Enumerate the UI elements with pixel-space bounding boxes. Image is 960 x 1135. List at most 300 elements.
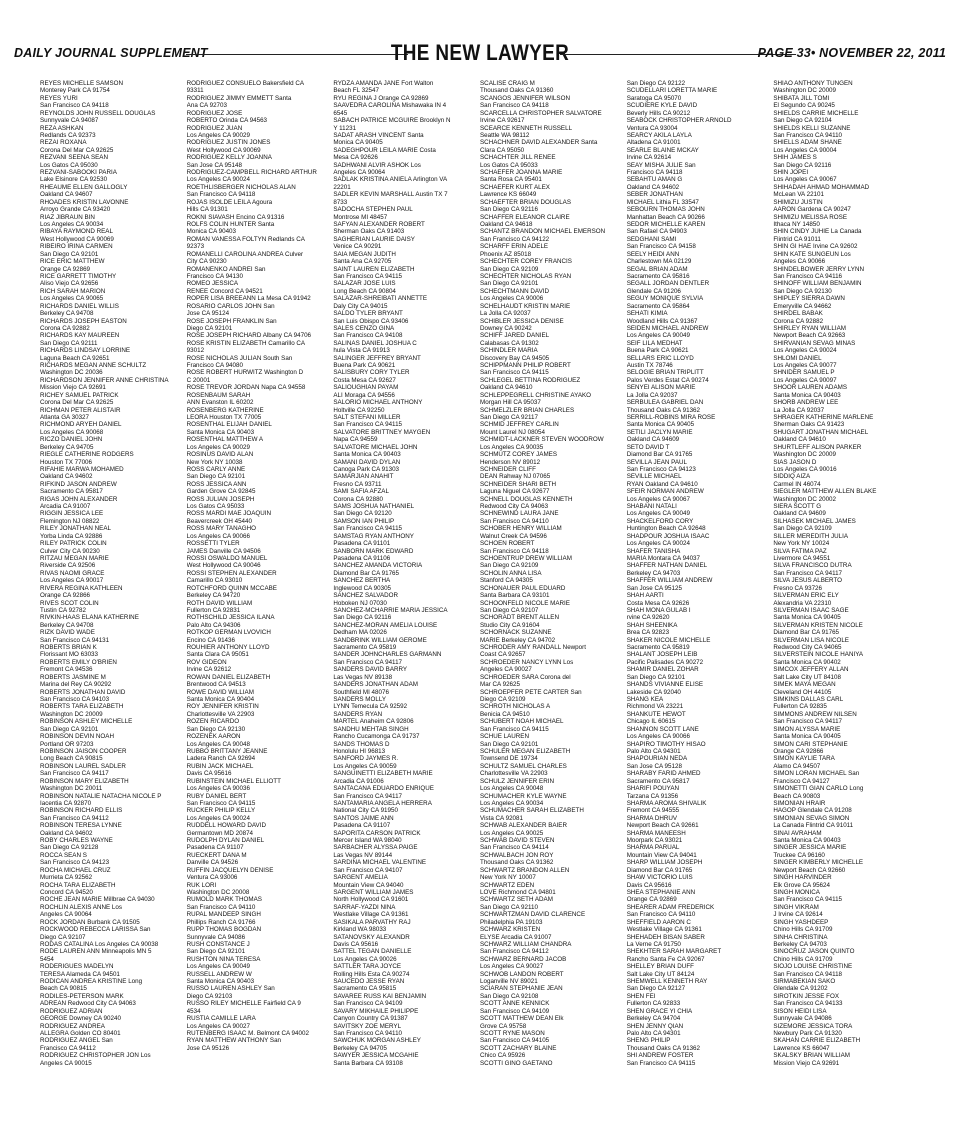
listing-line: SHARMA PARUAL: [626, 844, 680, 852]
listing-line: ROBINSON TERESA LYNNE: [40, 822, 122, 830]
listing-line: Atlanta GA 30327: [40, 413, 89, 421]
listing-line: SCHORNACK SUZANNE: [480, 629, 552, 637]
listing-line: Salt Lake City UT 84124: [626, 970, 695, 978]
listing-line: SAWCHUK MORGAN ASHLEY: [333, 1037, 421, 1045]
listing-line: Orange CA 92869: [40, 265, 91, 273]
listing-line: SHANKUTE HEWOT: [626, 710, 686, 718]
listing-line: Corona CA 92882: [40, 324, 90, 332]
listing-line: Sunnyvale CA 94086: [773, 1015, 832, 1023]
listing-line: SHANG KEA: [626, 696, 664, 704]
listing-line: SAFYAN ALEXANDER ROBERT: [333, 221, 425, 229]
listing-line: SEDOR MICHELLE KAREN: [626, 221, 706, 229]
listing-line: Thousand Oaks CA 91362: [480, 859, 554, 867]
listing-line: Diego CA 92101: [186, 324, 233, 332]
listing-line: SCHAEFER KURT ALEX: [480, 183, 550, 191]
listing-line: RYAN Oakland CA 94610: [626, 480, 698, 488]
listing-line: SHRAGER KATHERINE MARLENE: [773, 413, 874, 421]
listing-line: SHALANT JOSEPH LEIB: [626, 651, 698, 659]
listing-line: RODAS CATALINA Los Angeles CA 90038: [40, 940, 159, 948]
listing-line: SCHMID JEFFREY CARLIN: [480, 421, 559, 429]
listing-line: ROBINSON ASHLEY MICHELLE: [40, 718, 133, 726]
listing-line: Los Angeles CA 90066: [626, 733, 690, 741]
listing-line: Daly City CA 94015: [333, 302, 388, 310]
listing-line: SARGENT WILLIAM JAMES: [333, 888, 414, 896]
listing-column-2: [187, 80, 334, 1120]
listing-line: SINGER KIMBERLY MICHELLE: [773, 859, 864, 867]
listing-line: Davis CA 95616: [333, 940, 379, 948]
listing-line: SCHWARTZMAN DAVID CLARENCE: [480, 911, 586, 919]
listing-line: SCHNEIDER CLIFF: [480, 465, 536, 473]
listing-line: La Canada Flintrid CA 91011: [773, 822, 854, 830]
listing-line: SHEFFIELD AARON C: [626, 918, 691, 926]
listing-line: SINAI AVRAHAM: [773, 829, 822, 837]
listing-line: 93012: [186, 347, 205, 355]
listing-line: ROZENEK AARON: [186, 733, 241, 741]
listing-line: SCHAEFER JOANNA MARIE: [480, 169, 563, 177]
listing-line: RICHARDS JOSEPH EASTON: [40, 317, 127, 325]
listing-line: SINGH HARVINDER: [773, 874, 832, 882]
listing-line: San Diego CA 92116: [480, 206, 538, 214]
page-number-date: PAGE 33• NOVEMBER 22, 2011: [757, 46, 946, 60]
listing-line: SISON HEIDI LISA: [773, 1007, 827, 1015]
listing-line: Oakland CA 94618: [480, 221, 533, 229]
listing-line: ROSSI STEPHEN ALEXANDER: [186, 569, 277, 577]
listing-line: SALINGER JEFFREY BRYANT: [333, 354, 421, 362]
listing-line: RIBAYA RAYMOND REAL: [40, 228, 113, 236]
listing-line: Florissant MO 63033: [40, 651, 99, 659]
listing-line: SALORIO MICHAEL ANTHONY: [333, 399, 423, 407]
listing-line: RODRIGUEZ JIMMY EMMETT Santa: [186, 94, 292, 102]
listing-line: ROSS JULIAN JOSEPH: [186, 495, 255, 503]
listing-line: Long Beach CA 90815: [40, 755, 103, 763]
listing-line: SILVERMAN KRISTEN NICOLE: [773, 621, 863, 629]
listing-line: Saratoga CA 95070: [626, 94, 682, 102]
listing-line: SEDGHANI SAMI: [626, 235, 677, 243]
listing-line: SCHINDLER MARIA: [480, 347, 538, 355]
listing-line: ROSS MARDI MAE JOAQUIN: [186, 510, 272, 518]
listing-line: SELOGIE BRIAN TRIPLITT: [626, 369, 704, 377]
listing-line: SHEA STEPHANIE ANN: [626, 888, 696, 896]
listing-line: RIVAS NAOMI GRACE: [40, 569, 105, 577]
listing-line: Las Vegas NV 89138: [333, 673, 393, 681]
listing-line: RHOADES KRISTIN LAVONNE: [40, 198, 129, 206]
listing-line: RUDDELL HOWARD DAVID: [186, 822, 266, 830]
listing-line: San Francisco CA 94158: [626, 243, 696, 251]
listing-line: RICE ERIC MATTHEW: [40, 258, 105, 266]
listing-line: Washington DC 20009: [40, 710, 103, 718]
listing-line: SCUDELLARI LORETTA MARIE: [626, 87, 718, 95]
listing-line: SHAFFER WILLIAM ANDREW: [626, 577, 713, 585]
listing-line: Napa CA 94559: [333, 436, 378, 444]
listing-line: Oakland CA 94602: [40, 829, 93, 837]
listing-line: SEARCY AKILA LAYLA: [626, 131, 692, 139]
listing-line: SETILI JACLYN MARIE: [626, 428, 693, 436]
listing-line: J Irvine CA 92614: [773, 911, 823, 919]
listing-line: SHAFFER NATHAN DANIEL: [626, 562, 708, 570]
listing-line: SCHWAB DAVID STEVEN: [480, 837, 555, 845]
listing-line: Townsend DE 19734: [480, 755, 538, 763]
listing-line: Livermore CA 94551: [773, 555, 831, 562]
listing-line: SCHWARZ WILLIAM CHANDRA: [480, 940, 572, 948]
listing-line: ROETHLISBERGER NICHOLAS ALAN: [186, 183, 296, 191]
listing-line: SALDO TYLER BRYANT: [333, 310, 403, 318]
listing-line: RODERIGUES MADELYN: [40, 963, 114, 971]
listing-line: Thousand Oaks CA 91362: [626, 406, 700, 414]
listing-line: Santa Monica CA 90402: [773, 658, 841, 666]
listing-line: New York NY 10007: [480, 874, 536, 882]
listing-line: SIMEK MAYA MEGAN: [773, 681, 836, 689]
listing-line: Monterey Park CA 91754: [40, 87, 110, 95]
listing-line: Pasadena CA 91101: [333, 540, 391, 548]
listing-line: RIFKIND JASON ANDREW: [40, 480, 117, 488]
listing-line: Los Gatos CA 95033: [186, 503, 245, 511]
listing-line: SHIRVANIAN SEVAG MINAS: [773, 339, 856, 347]
listing-line: Mercer Island WA 98040: [333, 837, 402, 845]
listing-line: SANDHU MEHTAB SINGH: [333, 725, 409, 733]
listing-line: RUCKER PHILIP KELLY: [186, 807, 256, 815]
listing-line: RIVKIN-HAAS ELANA KATHERINE: [40, 614, 139, 622]
listing-line: JAMES Danville CA 94506: [186, 547, 261, 555]
listing-line: REZVANI SEENA SEAN: [40, 154, 108, 162]
listing-line: San Francisco CA 94115: [480, 725, 549, 733]
listing-line: REZAI ROXANA: [40, 139, 87, 147]
listing-line: Redlands CA 92373: [40, 131, 96, 139]
listing-column-1: [40, 80, 187, 1120]
listing-line: Irvine CA 92617: [480, 117, 525, 125]
listing-line: Los Angeles CA 90034: [480, 799, 544, 807]
listing-line: San Jose CA 95128: [626, 762, 682, 770]
listing-line: SCHMIDT-LACKNER STEVEN WOODROW: [480, 436, 604, 444]
listing-line: Murrieta CA 92562: [40, 874, 93, 882]
listing-line: Palo Alto CA 94301: [626, 747, 681, 755]
listing-line: SILVA FATIMA PAZ: [773, 547, 827, 555]
listing-line: SHIRLEY RYAN WILLIAM: [773, 324, 846, 332]
listing-line: El Segundo CA 90245: [773, 102, 835, 110]
listing-line: SHAPOURIAN NEDA: [626, 755, 688, 763]
listing-line: Santa Monica CA 90403: [333, 451, 401, 459]
listing-line: RICHARDS MEGAN ANNE SCHULTZ: [40, 362, 147, 370]
listing-line: RILEY JONATHAN NEAL: [40, 525, 111, 533]
listing-line: ROWAN DANIEL ELIZABETH: [186, 673, 271, 681]
listing-line: SAPORITA CARSON PATRICK: [333, 829, 421, 837]
listing-line: North Hollywood CA 91601: [333, 896, 409, 904]
listing-line: SILVA FRANCISCO DUTRA: [773, 562, 852, 570]
listing-line: RIBEIRO IRINA CARMEN: [40, 243, 113, 251]
listing-line: San Diego CA 92117: [480, 413, 538, 421]
listing-line: San Francisco CA 94115: [186, 799, 256, 807]
listing-line: SCHROEPFER PETE CARTER San: [480, 688, 582, 696]
listing-line: GEORGE Downey CA 90240: [40, 1015, 121, 1023]
listing-line: Houston TX 77006: [40, 458, 93, 466]
listing-line: Chino Hills CA 91709: [773, 955, 833, 963]
listing-line: HAGOP Glendale CA 91208: [773, 807, 852, 815]
listing-line: ROSE KRISTIN ELIZABETH Camarillo CA: [186, 339, 306, 347]
listing-line: SHIELLS ADAM SHANE: [773, 139, 842, 147]
listing-line: SINGER JESSICA MARIE: [773, 844, 847, 852]
listing-line: RICHMAN PETER ALISTAIR: [40, 406, 121, 414]
listing-line: San Diego CA 92116: [333, 614, 392, 622]
listing-line: SIMONIAN HRAIR: [773, 799, 826, 807]
listing-line: SKAHAN CARRIE ELIZABETH: [773, 1037, 861, 1045]
listing-line: ROTH DAVID WILLIAM: [186, 599, 253, 607]
listing-line: SALISBURY CORY TYLER: [333, 369, 410, 377]
listing-line: Francisco CA 94130: [186, 272, 243, 280]
listing-line: Arcadia CA 91007: [40, 503, 91, 511]
listing-line: Los Angeles CA 90029: [186, 131, 250, 139]
listing-line: RICHEY SAMUEL PATRICK: [40, 391, 119, 399]
listing-line: ROSE TREVOR JORDAN Napa CA 94558: [186, 384, 306, 392]
listing-line: Sacramento CA 95816: [626, 272, 690, 280]
listing-line: Santa Monica CA 90403: [186, 978, 255, 986]
listing-line: Encino CA 91436: [186, 636, 235, 644]
listing-line: ROMEO JESSICA: [186, 280, 239, 288]
listing-line: RUDOLPH DYLAN DANIEL: [186, 837, 265, 845]
listing-line: Monica CA 90403: [186, 228, 237, 236]
listing-line: C 20001: [186, 376, 211, 384]
listing-line: Santa Ana CA 92705: [333, 258, 392, 266]
listing-line: San Francisco CA 94117: [40, 770, 109, 778]
listing-line: Los Angeles CA 90067: [626, 495, 690, 503]
listing-line: Philadelphia PA 19103: [480, 918, 543, 926]
listing-line: Palo Alto CA 94301: [626, 1030, 681, 1037]
listing-line: ALLEGRA Golden CO 80401: [40, 1030, 121, 1037]
listing-line: San Francisco CA 94107: [333, 866, 403, 874]
listing-line: San Diego CA 92101: [186, 473, 246, 481]
listing-line: 8733: [333, 198, 348, 206]
listing-line: Clara CA 95050: [480, 146, 525, 154]
listing-line: Jose CA 95126: [186, 1044, 230, 1052]
listing-line: Francisco CA 94112: [40, 1044, 96, 1052]
listing-line: Los Angeles CA 90025: [480, 829, 544, 837]
listing-line: SIMON CARI STEPHANIE: [773, 740, 848, 748]
listing-line: Truckee CA 96160: [773, 851, 825, 859]
listing-line: RICHARDS KAY MAUREEN: [40, 332, 120, 340]
listing-line: Southfield MI 48076: [333, 688, 389, 696]
listing-line: San Francisco CA 94123: [626, 465, 696, 473]
listing-line: SHAH AARTI: [626, 592, 664, 600]
listing-line: Oakland CA 94609: [773, 510, 826, 518]
listing-line: Berkeley CA 94705: [333, 1044, 387, 1052]
listing-line: Francisco CA 94118: [626, 169, 683, 177]
listing-line: West Hollywood CA 90046: [186, 562, 261, 570]
listing-line: Altadena CA 91001: [626, 139, 681, 147]
listing-line: SIMON KAYLIE TARA: [773, 755, 835, 763]
listing-line: ROSS JESSICA ANN: [186, 480, 247, 488]
listing-line: RUECKERT DANA M: [186, 851, 247, 859]
listing-line: SHELLEY BRIAN DUFF: [626, 963, 694, 971]
listing-line: RUSSO RILEY MICHELLE Fairfield CA 9: [186, 1000, 301, 1008]
listing-line: Los Angeles CA 90035: [480, 443, 544, 451]
listing-line: SARDIÑA MICHAEL VALENTINE: [333, 859, 427, 867]
listing-line: SCANGOS JENNIFER WILSON: [480, 94, 570, 102]
listing-line: REZVANI-SABOOKI PARIA: [40, 169, 117, 177]
listing-line: ROBINSON MARY ELIZABETH: [40, 777, 129, 785]
listing-line: RICHMOND ARYEH DANIEL: [40, 421, 122, 429]
listing-line: Newport Beach CA 92661: [626, 822, 699, 830]
listing-line: Oakland CA 94609: [626, 436, 680, 444]
listing-line: SCOTT MATTHEW DEAN Elk: [480, 1015, 564, 1023]
listing-line: SANDERS DAVID BARRY: [333, 666, 408, 674]
listing-line: SIMKINS DALLAS CARL: [773, 696, 844, 704]
listing-line: Honolulu HI 96813: [333, 747, 386, 755]
listing-line: TERESA Alameda CA 94501: [40, 970, 120, 978]
listing-line: RENEE Concord CA 94521: [186, 287, 263, 295]
listing-line: Diego CA 92103: [186, 992, 233, 1000]
listing-line: Benicia CA 94510: [480, 710, 530, 718]
listing-line: SALINAS DANIEL JOSHUA C: [333, 339, 417, 347]
listing-line: SHEN FEI: [626, 992, 656, 1000]
listing-line: rvine CA 92620: [626, 614, 670, 622]
listing-line: SHLOMI DANIEL: [773, 354, 822, 362]
listing-line: 6545: [333, 109, 348, 117]
listing-line: SHURTLEFF ALISON PARKER: [773, 443, 862, 451]
listing-line: SCHELHAUDT KRISTIN MARIE: [480, 302, 571, 310]
listing-line: Los Angeles CA 90029: [186, 443, 250, 451]
listing-line: RUPP THOMAS BOGDAN: [186, 926, 262, 934]
listing-line: San Francisco CA 94103: [40, 696, 110, 704]
listing-line: Riverside CA 92506: [40, 562, 96, 570]
listing-line: SIERA SCOTT G: [773, 503, 822, 511]
listing-line: ROMAN VANESSA FOLTYN Redlands CA: [186, 235, 305, 243]
listing-line: SARRAF-YAZDI NINA: [333, 903, 396, 911]
listing-line: San Francisco CA 94118: [40, 102, 109, 110]
listing-line: SCHLEGEL BETTINA RODRIGUEZ: [480, 376, 581, 384]
listing-line: ROCK JORDAN Burbank CA 91505: [40, 918, 140, 926]
listing-line: ROMANELLI CAROLINA ANDREA Culver: [186, 250, 304, 258]
listing-line: San Diego CA 92128: [40, 844, 99, 852]
listing-line: San Diego CA 92130: [773, 287, 832, 295]
listing-line: SCHWOB LANDON ROBERT: [480, 970, 564, 978]
listing-line: SHAMIR DANIEL ZOHAR: [626, 666, 699, 674]
listing-line: SCHIPPMANN PHILIP ROBERT: [480, 362, 571, 370]
listing-line: SANTACANA EDUARDO ENRIQUE: [333, 785, 434, 793]
listing-line: Sherman Oaks CA 91403: [333, 228, 405, 236]
listing-line: ROWE DAVID WILLIAM: [186, 688, 254, 696]
listing-line: SHAKER NICOLE MICHELLE: [626, 636, 711, 644]
listing-line: Sacramento CA 95864: [626, 302, 690, 310]
listing-line: SHARABY FARID AHMED: [626, 770, 701, 778]
listing-line: SCALISE CRAIG M: [480, 80, 535, 87]
listing-line: SALES CENZO GINA: [333, 324, 395, 332]
listing-line: SEBER JONATHAN: [626, 191, 683, 199]
listing-line: Washington DC 20008: [186, 888, 250, 896]
listing-line: SIZEMORE JESSICA TORA: [773, 1022, 853, 1030]
listing-line: SILVERMAN ISAAC SAGE: [773, 606, 849, 614]
listing-line: ROBINSON LAUREL SADLER: [40, 762, 126, 770]
listing-line: San Francisco CA 94110: [480, 517, 549, 525]
listing-line: SCOTT ANNE KENNICK: [480, 1000, 550, 1008]
listing-line: Studio City CA 91604: [480, 621, 540, 629]
listing-line: ROSENBAUM SARAH: [186, 391, 251, 399]
listing-line: Stanford CA 94305: [480, 577, 533, 585]
listing-line: SANDS THOMAS D: [333, 740, 390, 748]
listing-line: SCHUBERT NOAH MICHAEL: [480, 718, 564, 726]
listing-line: Santa Monica CA 90405: [626, 421, 695, 429]
listing-line: RIEGLE CATHERINE RODGERS: [40, 451, 134, 459]
listing-line: SHUGART JONATHAN MICHAEL: [773, 428, 869, 436]
listing-line: San Francisco CA 94110: [626, 911, 696, 919]
listing-line: RUBINSTEIN MICHAEL ELLIOTT: [186, 777, 281, 785]
listing-line: Pasadena CA 91107: [186, 844, 244, 852]
listing-line: MARTEL Anaheim CA 92806: [333, 718, 414, 726]
listing-line: ROBINSON JAISON COOPER: [40, 747, 127, 755]
listing-line: SEIDEN MICHAEL ANDREW: [626, 324, 709, 332]
listing-line: ROBERTS EMILY O'BRIEN: [40, 658, 117, 666]
listing-line: Sacramento CA 95819: [333, 644, 397, 652]
listing-line: Los Angeles CA 90006: [480, 295, 544, 303]
listing-line: RODRIGUEZ ADRIAN: [40, 1007, 103, 1015]
listing-line: Flemington NJ 08822: [40, 517, 100, 525]
listing-line: Westlake Village CA 91361: [626, 926, 702, 934]
listing-line: Canyon Country CA 91387: [333, 1015, 408, 1023]
listing-line: San Francisco CA 94133: [773, 1000, 843, 1008]
listing-line: RICH SARAH MARION: [40, 287, 106, 295]
listing-line: Morgan Hill CA 95037: [480, 399, 541, 407]
listing-line: San Francisco CA 94117: [333, 658, 403, 666]
listing-line: Elk Grove CA 95624: [773, 881, 830, 889]
listing-line: REYNOLDS JOHN RUSSELL DOUGLAS: [40, 109, 156, 117]
listing-line: Los Angeles CA 90036: [186, 785, 250, 793]
listing-line: Mar CA 92625: [480, 681, 520, 689]
listing-line: San Francisco CA 94108: [333, 332, 403, 340]
listing-line: SEGUY MONIQUE SYLVIA: [626, 295, 704, 303]
listing-line: Rancho Santa Fe CA 92067: [626, 955, 705, 963]
listing-line: San Diego CA 92101: [186, 948, 246, 956]
listing-line: Los Gatos CA 95030: [40, 161, 98, 169]
listing-line: SCHUMACHER SARAH ELIZABETH: [480, 807, 584, 815]
listing-line: SCHNEWIND LAURA JANE: [480, 510, 559, 518]
listing-line: San Francisco CA 94122: [480, 235, 550, 243]
listing-line: SCARCELLA CHRISTOPHER SALVATORE: [480, 109, 602, 117]
listing-line: Arcadia CA 91006: [333, 777, 384, 785]
listing-line: Rolling Hills Esta CA 90274: [333, 970, 410, 978]
listing-line: Phoenix AZ 85018: [480, 250, 532, 258]
listing-line: Diamond Bar CA 91765: [333, 569, 400, 577]
listing-line: San Diego CA 92101: [480, 280, 539, 288]
listing-line: Lawrence KS 66047: [773, 1044, 830, 1052]
listing-line: SCHACHNER DAVID ALEXANDER Santa: [480, 139, 598, 147]
listing-line: RILEY PATRICK COLIN: [40, 540, 107, 548]
listing-line: SILVERMAN LISA NICOLE: [773, 636, 849, 644]
listing-line: Berkeley CA 94708: [40, 621, 94, 629]
listing-line: ROBERTS JONATHAN DAVID: [40, 688, 126, 696]
listing-line: Fresno CA 93726: [773, 584, 823, 592]
listing-line: Lawrence KS 66049: [480, 191, 537, 199]
listing-line: SAMARJIAN ANAHIT: [333, 473, 394, 481]
listing-line: SCHWALBACH JON ROY: [480, 851, 554, 859]
listing-line: Redwood City CA 94063: [480, 503, 549, 511]
listing-line: San Francisco CA 94117: [773, 718, 843, 726]
listing-line: Buena Park CA 90621: [333, 362, 396, 370]
listing-line: RODRIGUEZ JUSTIN JONES: [186, 139, 271, 147]
listing-line: SANBORN MARK EDWARD: [333, 547, 414, 555]
listing-line: RIVES SCOT COLIN: [40, 599, 99, 607]
listing-line: SHARIFI POUYAN: [626, 785, 680, 793]
listing-line: Orange CA 92866: [40, 592, 91, 600]
listing-line: SCHMELZLER BRIAN CHARLES: [480, 406, 575, 414]
listing-line: New York NY 10038: [186, 458, 243, 466]
listing-line: Buena Park CA 90621: [626, 347, 689, 355]
listing-column-4: [480, 80, 627, 1120]
listing-line: RODE LAUREN ANN Minneapolis MN 5: [40, 948, 152, 956]
listing-line: Canoga Park CA 91303: [333, 465, 400, 473]
listing-line: SANCHEZ-MCHARRIE MARIA JESSICA: [333, 606, 448, 614]
listing-line: Flintrid CA 91011: [773, 235, 821, 243]
listing-line: SEABOCK CHRISTOPHER ARNOLD: [626, 117, 732, 125]
listing-line: Washington DC 20009: [773, 87, 837, 95]
listing-line: Los Angeles CA 90024: [773, 347, 837, 355]
listing-line: SANDERS RYAN: [333, 710, 383, 718]
